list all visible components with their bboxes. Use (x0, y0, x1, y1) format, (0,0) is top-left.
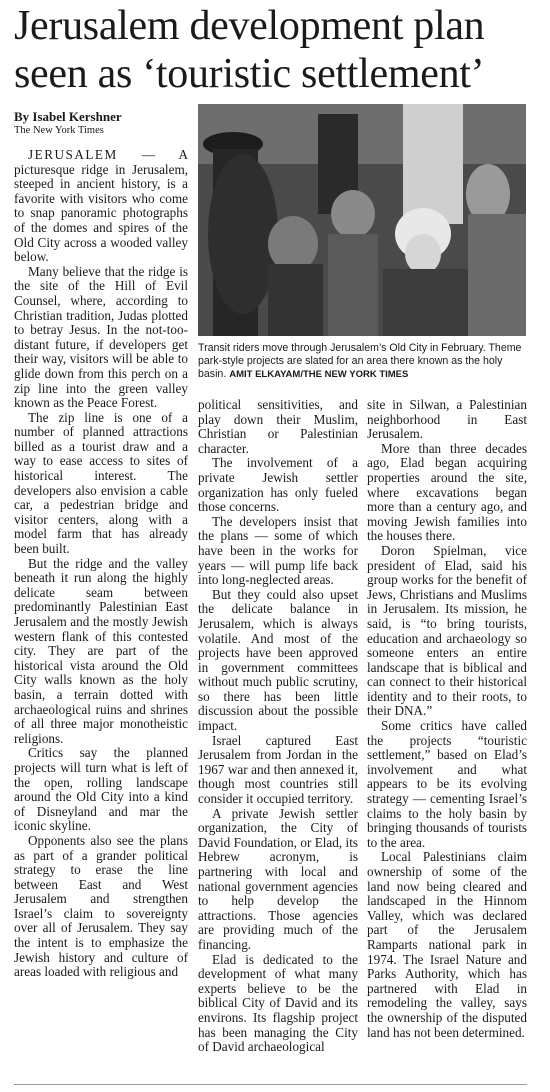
photo-credit: AMIT ELKAYAM/THE NEW YORK TIMES (229, 369, 409, 380)
column-1 (14, 148, 188, 980)
paragraph: Critics say the planned projects will turn what is left of the open, rolling landscape around the Old City into a kind of Disneyland and mar the iconic skyline. (14, 745, 188, 834)
byline: By Isabel Kershner (14, 109, 122, 124)
column-3 (367, 398, 527, 1040)
paragraph: A private Jewish settler organization, the City of David Foundation, or Elad, its Hebrew acronym, is partnering with local and national government agencies to help develop the attractions. Those agencies are providing much of the financing. (198, 805, 358, 952)
paragraph: site in Silwan, a Palestinian neighborhood in East Jerusalem. (367, 397, 527, 442)
byline-org: The New York Times (14, 125, 104, 136)
photo-image (198, 104, 526, 336)
dateline: JERUSALEM — (28, 147, 157, 162)
photo-caption (198, 342, 528, 381)
bottom-rule (14, 1084, 527, 1085)
paragraph-text: A picturesque ridge in Jerusalem, steeped in ancient history, is a favorite with visitors who come to snap panoramic photographs of the domes and spires of the Old City across a wooded valley below. (14, 147, 188, 265)
paragraph: But the ridge and the valley beneath it run along the highly delicate seam between predominantly Palestinian East Jerusalem and the mostly Jewish western flank of this contested city. They are part of the historical vista around the Old City walls known as the holy basin, a terrain dotted with archaeological ruins and shrines of all three major monotheistic religions. (14, 555, 188, 746)
paragraph: Some critics have called the projects “touristic settlement,” based on Elad’s involvement and what appears to be its evolving strategy — cementing Israel’s claims to the holy basin by bringing thousands of tourists to the area. (367, 718, 527, 850)
paragraph (14, 148, 188, 265)
paragraph: Opponents also see the plans as part of a grander political strategy to erase the line between East and West Jerusalem and strengthen Israel’s claim to sovereignty over all of Jerusalem. They say the intent is to emphasize the Jewish history and culture of areas loaded with religious and (14, 832, 188, 980)
paragraph: But they could also upset the delicate balance in Jerusalem, which is always volatile. And most of the projects have been approved in government committees without much public scrutiny, so there has been little discussion about the possible impact. (198, 586, 358, 734)
caption-text: Transit riders move through Jerusalem’s Old City in February. Theme park-style projects are slated for an area there known as the holy basin. (198, 342, 522, 380)
paragraph: More than three decades ago, Elad began acquiring properties around the site, where excavations began more than a century ago, and moving Jewish families into the houses there. (367, 440, 527, 544)
paragraph: Doron Spielman, vice president of Elad, said his group works for the benefit of Jews, Christians and Muslims in Jerusalem. Its mission, he said, is “to bring tourists, education and archaeology so someone enters an entire landscape that is biblical and can connect to their historical identity and to their roots, to their DNA.” (367, 542, 527, 719)
paragraph: political sensitivities, and play down their Muslim, Christian or Palestinian character. (198, 397, 358, 456)
news-photo (198, 104, 526, 336)
paragraph: The developers insist that the plans — some of which have been in the works for years — will pump life back into long-neglected areas. (198, 513, 358, 588)
paragraph: Israel captured East Jerusalem from Jordan in the 1967 war and then annexed it, though most countries still consider it occupied territory. (198, 732, 358, 807)
paragraph: Many believe that the ridge is the site of the Hill of Evil Counsel, where, according to Christian tradition, Judas plotted to betray Jesus. In the not-too-distant future, if developers get their way, visitors will be able to glide down from this perch on a zip line into the green valley known as the Peace Forest. (14, 263, 188, 411)
paragraph: Local Palestinians claim ownership of some of the land now being cleared and landscaped in the Hinnom Valley, which was declared part of the Jerusalem Ramparts national park in 1974. The Israel Nature and Parks Authority, which has partnered with Elad in remodeling the valley, says the ownership of the disputed land has not been determined. (367, 849, 527, 1040)
paragraph: Elad is dedicated to the development of what many experts believe to be the biblical City of David and its environs. Its flagship project has been managing the City of David archaeological (198, 951, 358, 1055)
headline: Jerusalem development plan seen as ‘touristic settlement’ (14, 3, 485, 97)
paragraph: The involvement of a private Jewish settler organization has only fueled those concerns. (198, 455, 358, 515)
paragraph: The zip line is one of a number of planned attractions billed as a tourist draw and a way to ease access to sites of historical interest. The developers also envision a cable car, a pedestrian bridge and visitor centers, along with a model farm that has already been built. (14, 409, 188, 557)
column-2 (198, 398, 358, 1055)
